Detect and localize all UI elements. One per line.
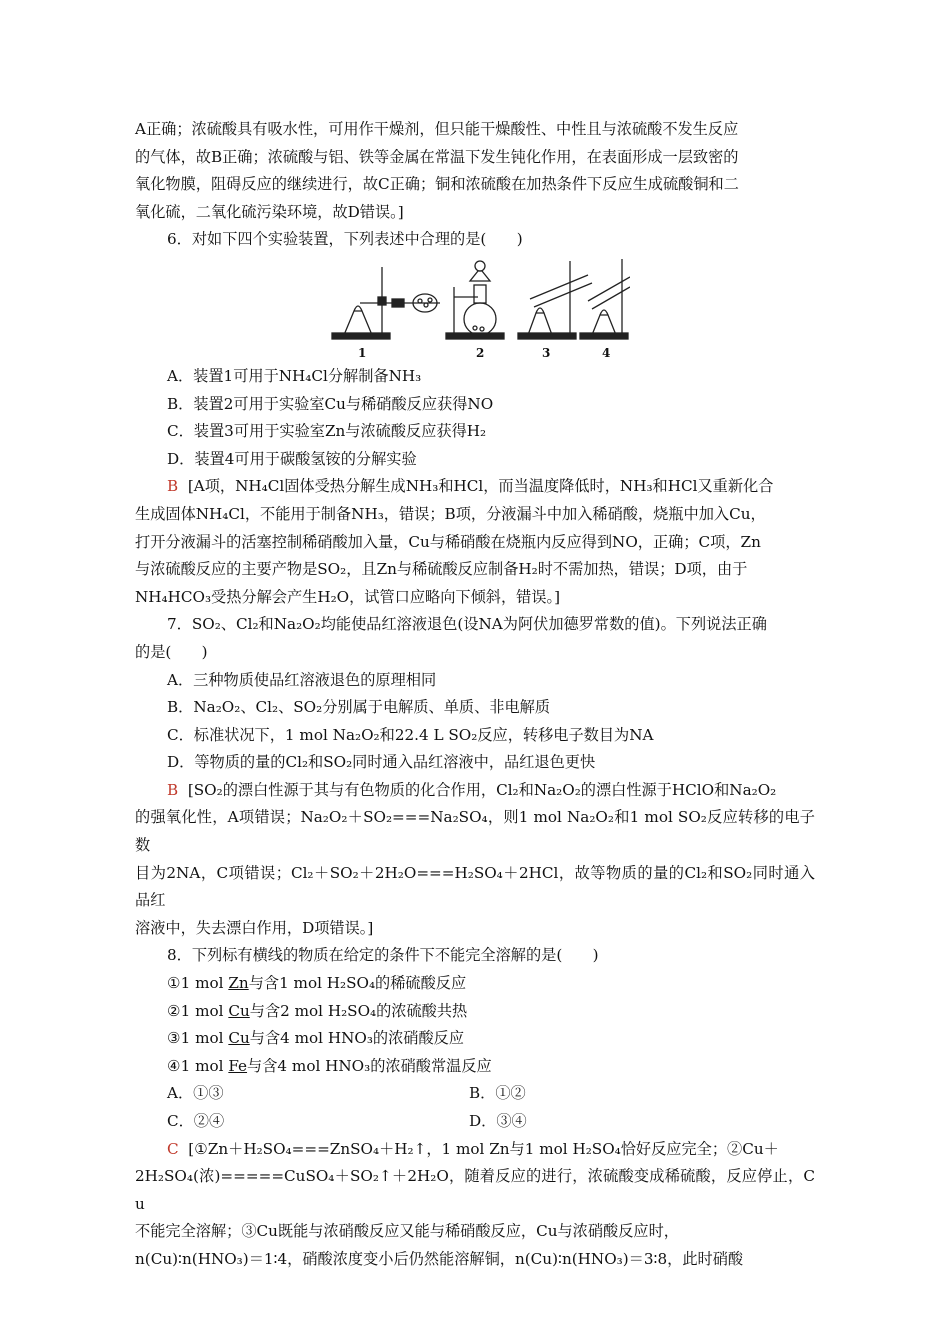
figure-label: 1 — [358, 345, 367, 360]
answer-explanation — [135, 777, 815, 805]
explanation-line: n(Cu)∶n(HNO₃)＝1∶4，硝酸浓度变小后仍然能溶解铜，n(Cu)∶n(HNO₃)＝3∶8，此时硝酸 — [135, 1249, 744, 1268]
explanation-line: 与浓硫酸反应的主要产物是SO₂，且Zn与稀硫酸反应制备H₂时不需加热，错误；D项，由于 — [135, 560, 748, 579]
explanation-line: 生成固体NH₄Cl，不能用于制备NH₃，错误；B项，分液漏斗中加入稀硝酸，烧瓶中加入Cu， — [135, 504, 766, 523]
answer-letter: B — [167, 780, 179, 799]
text-line: A正确；浓硫酸具有吸水性，可用作干燥剂，但只能干燥酸性、中性且与浓硫酸不发生反应 — [135, 120, 739, 138]
option-row — [135, 1080, 815, 1108]
explanation-line: 打开分液漏斗的活塞控制稀硝酸加入量，Cu与稀硝酸在烧瓶内反应得到NO，正确；C项，Zn — [135, 532, 761, 551]
text-line: 氧化硫，二氧化硫污染环境，故D错误。] — [135, 202, 404, 221]
option-d: D．等物质的量的Cl₂和SO₂同时通入品红溶液中，品红退色更快 — [167, 753, 596, 772]
explanation-line: 不能完全溶解；③Cu既能与浓硝酸反应又能与稀硝酸反应，Cu与浓硝酸反应时， — [135, 1222, 679, 1241]
item-text: 与含1 mol H₂SO₄的稀硫酸反应 — [248, 974, 467, 993]
document-page — [135, 116, 815, 1274]
item-text: 与含2 mol H₂SO₄的浓硫酸共热 — [249, 1001, 468, 1020]
underlined-substance: Zn — [228, 974, 249, 993]
explanation-text: [①Zn＋H₂SO₄===ZnSO₄＋H₂↑，1 mol Zn与1 mol H₂SO₄恰好反应完全；②Cu＋ — [188, 1139, 779, 1158]
option-c: C．标准状况下，1 mol Na₂O₂和22.4 L SO₂反应，转移电子数目为NA — [167, 725, 654, 744]
answer-explanation — [135, 1136, 815, 1164]
item-prefix: ①1 mol — [167, 974, 229, 993]
item-text: 与含4 mol HNO₃的浓硝酸常温反应 — [247, 1056, 492, 1075]
apparatus-2 — [446, 261, 504, 339]
condition-item — [135, 970, 815, 998]
option-c: C．②④ — [167, 1112, 225, 1130]
option-a: A．装置1可用于NH₄Cl分解制备NH₃ — [167, 366, 422, 385]
apparatus-figure — [135, 257, 815, 361]
option-b: B．Na₂O₂、Cl₂、SO₂分别属于电解质、单质、非电解质 — [167, 698, 551, 717]
question-7-stem: 7．SO₂、Cl₂和Na₂O₂均能使品红溶液退色(设NA为阿伏加德罗常数的值)。下列说法正确 — [167, 615, 767, 634]
question-8-stem: 8．下列标有横线的物质在给定的条件下不能完全溶解的是( ) — [167, 946, 599, 965]
answer-letter: B — [167, 477, 179, 496]
explanation-text: [SO₂的漂白性源于其与有色物质的化合作用，Cl₂和Na₂O₂的漂白性源于HClO和Na₂O₂ — [187, 780, 777, 799]
condition-item — [135, 1025, 815, 1053]
explanation-line: 的强氧化性，A项错误；Na₂O₂＋SO₂===Na₂SO₄，则1 mol Na₂O₂和1 mol SO₂反应转移的电子数 — [135, 808, 815, 855]
text-line: 氧化物膜，阻碍反应的继续进行，故C正确；铜和浓硫酸在加热条件下反应生成硫酸铜和二 — [135, 175, 739, 194]
option-d: D．装置4可用于碳酸氢铵的分解实验 — [167, 449, 417, 468]
item-text: 与含4 mol HNO₃的浓硝酸反应 — [249, 1029, 465, 1048]
figure-label: 4 — [602, 345, 611, 360]
apparatus-1 — [332, 267, 440, 339]
underlined-substance: Cu — [228, 1029, 250, 1048]
option-c: C．装置3可用于实验室Zn与浓硫酸反应获得H₂ — [167, 422, 487, 441]
figure-label: 2 — [476, 345, 485, 360]
option-a: A．①③ — [167, 1084, 224, 1103]
option-a: A．三种物质使品红溶液退色的原理相同 — [167, 670, 437, 689]
figure-label: 3 — [542, 345, 551, 360]
explanation-line: NH₄HCO₃受热分解会产生H₂O，试管口应略向下倾斜，错误。] — [135, 587, 561, 606]
option-d: D．③④ — [469, 1112, 527, 1130]
item-prefix: ②1 mol — [167, 1001, 229, 1020]
option-b: B．①② — [469, 1084, 526, 1103]
text-line: 的气体，故B正确；浓硫酸与铝、铁等金属在常温下发生钝化作用，在表面形成一层致密的 — [135, 147, 739, 166]
explanation-line: 溶液中，失去漂白作用，D项错误。] — [135, 918, 374, 937]
condition-item — [135, 998, 815, 1026]
condition-item — [135, 1053, 815, 1081]
item-prefix: ④1 mol — [167, 1056, 229, 1075]
explanation-text: [A项，NH₄Cl固体受热分解生成NH₃和HCl，而当温度降低时，NH₃和HCl又重新化合 — [187, 477, 774, 496]
apparatus-4 — [580, 259, 630, 339]
option-b: B．装置2可用于实验室Cu与稀硝酸反应获得NO — [167, 394, 494, 413]
item-prefix: ③1 mol — [167, 1029, 229, 1048]
question-7-stem-cont: 的是( ) — [135, 642, 208, 661]
answer-explanation — [135, 473, 815, 501]
apparatus-3 — [518, 261, 592, 339]
option-row — [135, 1108, 815, 1136]
explanation-line: 2H₂SO₄(浓)=====CuSO₄＋SO₂↑＋2H₂O，随着反应的进行，浓硫酸变成稀硫酸，反应停止，Cu — [135, 1167, 815, 1213]
underlined-substance: Fe — [228, 1056, 248, 1075]
apparatus-diagram — [330, 257, 630, 361]
answer-letter: C — [167, 1139, 179, 1158]
question-6-stem: 6．对如下四个实验装置，下列表述中合理的是( ) — [167, 230, 523, 249]
explanation-line: 目为2NA，C项错误；Cl₂＋SO₂＋2H₂O===H₂SO₄＋2HCl，故等物质的量的Cl₂和SO₂同时通入品红 — [135, 863, 815, 910]
underlined-substance: Cu — [228, 1001, 250, 1020]
